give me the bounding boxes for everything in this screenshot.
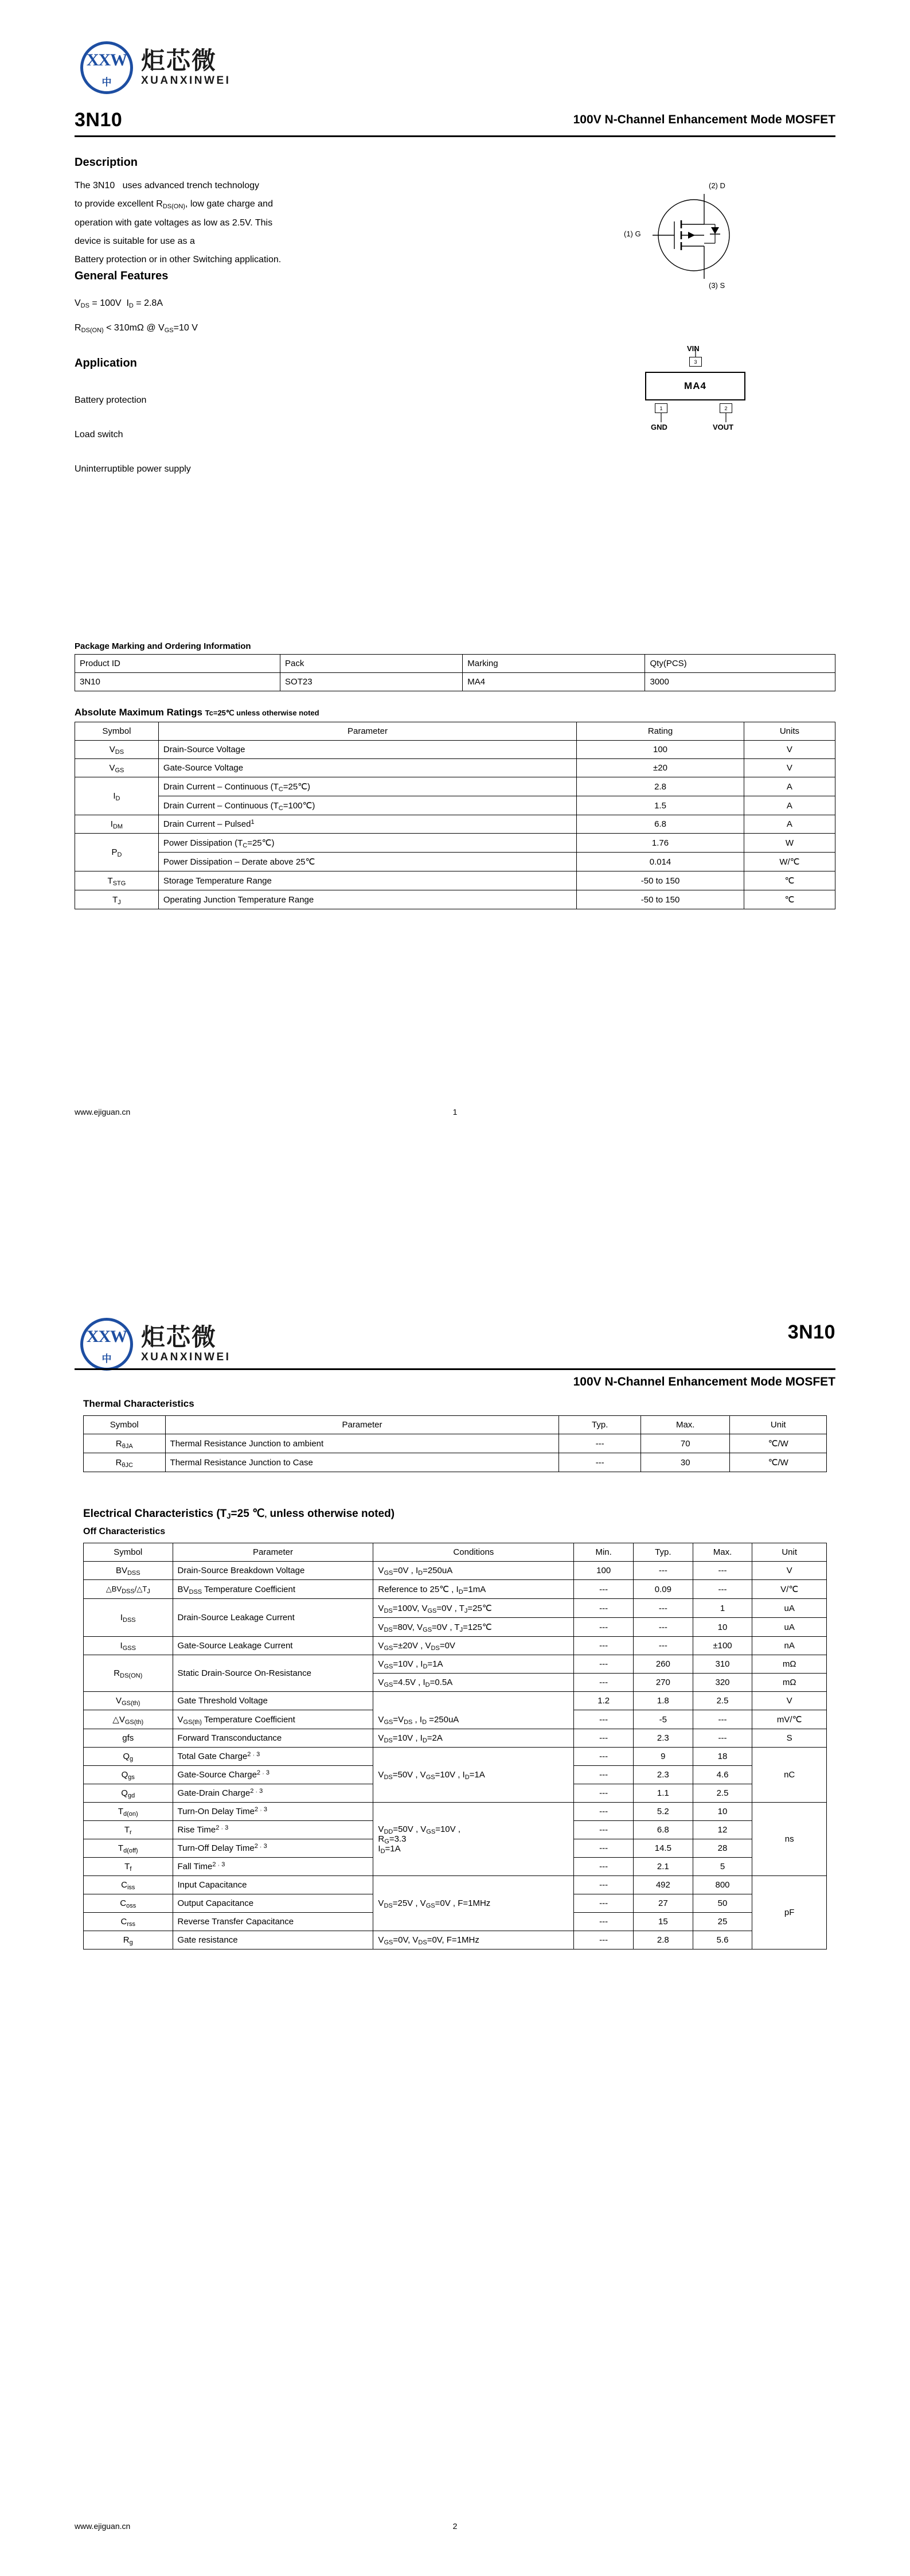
elec-th-3: Min. [574,1543,634,1562]
amr-param: Storage Temperature Range [158,871,576,890]
logo-mark-text: XXW [86,1327,127,1346]
amr-unit: W/℃ [744,853,835,871]
elec-cond: $V_{GS}=4.5V$ , $I_D=0.5A$ [373,1674,574,1692]
marking-td-0: 3N10 [75,673,280,691]
elec-param: Rise Time$^{2 ˒ 3}$ [173,1821,373,1839]
logo-mark-sub: 中 [101,77,112,88]
elec-cond: $V_{GS}=V_{DS}$ , $I_D =250uA$ [373,1692,574,1729]
table-row [84,1876,827,1894]
thermal-typ: --- [559,1434,641,1453]
absolute-maximum-ratings-table [75,722,835,909]
logo-circle-icon [80,1318,133,1371]
application-line-2: Uninterruptible power supply [75,464,191,474]
page1-header-subtitle: 100V N-Channel Enhancement Mode MOSFET [573,113,835,126]
thermal-characteristics-table [83,1415,827,1472]
elec-typ: 9 [634,1748,693,1766]
elec-max: 25 [693,1913,752,1931]
elec-header-row [84,1543,827,1562]
symbol-gate-label: (1) G [624,229,641,238]
amr-rating: 100 [577,741,744,759]
table-row [75,871,835,890]
page2-header-rule [75,1368,835,1370]
amr-param: Operating Junction Temperature Range [158,890,576,909]
amr-symbol: $T_{STG}$ [75,871,159,890]
table-row [84,1655,827,1674]
elec-min: --- [574,1821,634,1839]
amr-unit: W [744,834,835,853]
elec-param: Output Capacitance [173,1894,373,1913]
elec-unit: mΩ [752,1674,827,1692]
elec-param: Gate-Source Leakage Current [173,1637,373,1655]
table-row [75,759,835,777]
elec-typ: 492 [634,1876,693,1894]
thermal-th-0: Symbol [84,1416,166,1434]
elec-symbol: $R_g$ [84,1931,173,1949]
marking-th-2: Marking [463,655,645,673]
thermal-symbol: $R_{\theta JA}$ [84,1434,166,1453]
description-line-0: The 3N10 uses advanced trench technology [75,181,259,190]
footer-website: www.ejiguan.cn [75,1107,131,1116]
elec-symbol: $\triangle BV_{DSS}/\triangle T_J$ [84,1580,173,1599]
elec-unit: S [752,1729,827,1748]
elec-symbol: $Q_{gs}$ [84,1766,173,1784]
application-line-0: Battery protection [75,395,147,405]
elec-typ: --- [634,1562,693,1580]
symbol-source-label: (3) S [709,281,725,290]
elec-symbol: $T_{d(off)}$ [84,1839,173,1858]
elec-cond: $V_{GS}=\pm 20V$ , $V_{DS}=0V$ [373,1637,574,1655]
elec-min: --- [574,1674,634,1692]
marking-th-1: Pack [280,655,463,673]
amr-unit: ℃ [744,890,835,909]
thermal-th-1: Parameter [165,1416,559,1434]
logo-mark-text: XXW [86,50,127,69]
electrical-table-wrap [83,1543,827,1949]
package-body-marking: MA4 [645,372,745,400]
amr-rating: 0.014 [577,853,744,871]
elec-min: --- [574,1580,634,1599]
elec-symbol: $C_{iss}$ [84,1876,173,1894]
elec-max: --- [693,1562,752,1580]
electrical-characteristics-table [83,1543,827,1949]
elec-param: Total Gate Charge$^{2 ˒ 3}$ [173,1748,373,1766]
off-characteristics-caption: Off Characteristics [83,1527,166,1536]
thermal-table-wrap [83,1415,827,1472]
elec-symbol: $\triangle V_{GS(th)}$ [84,1710,173,1729]
elec-typ: 27 [634,1894,693,1913]
elec-min: --- [574,1876,634,1894]
elec-param: Gate resistance [173,1931,373,1949]
amr-param: Gate-Source Voltage [158,759,576,777]
elec-cond: $V_{DS}=80V$, $V_{GS}=0V$ , $T_J=125℃$ [373,1618,574,1637]
elec-max: 50 [693,1894,752,1913]
application-line-1: Load switch [75,430,123,439]
elec-min: --- [574,1599,634,1618]
elec-max: 4.6 [693,1766,752,1784]
elec-min: --- [574,1913,634,1931]
amr-rating: ±20 [577,759,744,777]
elec-unit: pF [752,1876,827,1949]
amr-param: Drain Current – Continuous $(T_C=100℃)$ [158,796,576,815]
amr-header-row [75,722,835,741]
table-row [75,890,835,909]
elec-max: --- [693,1580,752,1599]
package-pin-3: 3 [689,357,702,367]
company-name-en: XUANXINWEI [141,75,231,87]
elec-param: Drain-Source Breakdown Voltage [173,1562,373,1580]
elec-max: 2.5 [693,1784,752,1803]
elec-max: 310 [693,1655,752,1674]
elec-symbol: $BV_{DSS}$ [84,1562,173,1580]
elec-param: Drain-Source Leakage Current [173,1599,373,1637]
marking-td-2: MA4 [463,673,645,691]
footer-page-number: 2 [452,2521,458,2531]
elec-max: 12 [693,1821,752,1839]
elec-max: 1 [693,1599,752,1618]
amr-param: Power Dissipation $(T_C=25℃)$ [158,834,576,853]
amr-symbol: $P_D$ [75,834,159,871]
amr-th-3: Units [744,722,835,741]
thermal-param: Thermal Resistance Junction to Case [165,1453,559,1472]
elec-min: --- [574,1839,634,1858]
amr-symbol: $I_{DM}$ [75,815,159,834]
thermal-unit: ℃/W [730,1453,827,1472]
marking-td-1: SOT23 [280,673,463,691]
elec-min: 1.2 [574,1692,634,1710]
elec-symbol: $R_{DS(ON)}$ [84,1655,173,1692]
elec-min: --- [574,1894,634,1913]
table-row [75,834,835,853]
amr-param: Drain-Source Voltage [158,741,576,759]
table-row [84,1692,827,1710]
elec-unit: uA [752,1618,827,1637]
thermal-max: 30 [640,1453,730,1472]
thermal-caption: Thermal Characteristics [83,1398,194,1409]
elec-min: 100 [574,1562,634,1580]
elec-typ: --- [634,1637,693,1655]
elec-typ: 0.09 [634,1580,693,1599]
elec-th-2: Conditions [373,1543,574,1562]
elec-max: --- [693,1729,752,1748]
amr-th-2: Rating [577,722,744,741]
elec-cond: $V_{DS}=10V$ , $I_D=2A$ [373,1729,574,1748]
table-row [84,1931,827,1949]
elec-unit: V [752,1692,827,1710]
table-row [75,853,835,871]
elec-symbol: $T_r$ [84,1821,173,1839]
amr-param: Drain Current – Continuous $(T_C=25℃)$ [158,777,576,796]
elec-typ: 2.3 [634,1766,693,1784]
page1-header-rule [75,135,835,137]
amr-symbol: $V_{GS}$ [75,759,159,777]
table-row [84,1580,827,1599]
amr-caption [75,707,319,718]
elec-symbol: $Q_{gd}$ [84,1784,173,1803]
amr-caption-note: Tc=25℃ unless otherwise noted [205,709,319,717]
elec-param: Forward Transconductance [173,1729,373,1748]
table-row [84,1803,827,1821]
elec-cond: Reference to 25℃ , $I_D=1mA$ [373,1580,574,1599]
thermal-param: Thermal Resistance Junction to ambient [165,1434,559,1453]
table-row [84,1748,827,1766]
table-row [84,1599,827,1618]
elec-cond: $V_{GS}=0V$ , $I_D=250uA$ [373,1562,574,1580]
elec-typ: --- [634,1599,693,1618]
elec-unit: V [752,1562,827,1580]
marking-th-3: Qty(PCS) [645,655,835,673]
elec-min: --- [574,1784,634,1803]
elec-max: 10 [693,1618,752,1637]
elec-cond: $V_{DD}=50V$ , $V_{GS}=10V$ , $R_G=3.3$ $I_D=1A$ [373,1803,574,1876]
table-row [75,777,835,796]
company-logo [80,41,231,94]
elec-symbol: $Q_g$ [84,1748,173,1766]
elec-symbol: $I_{GSS}$ [84,1637,173,1655]
elec-max: 2.5 [693,1692,752,1710]
footer-website: www.ejiguan.cn [75,2521,131,2531]
elec-typ: 15 [634,1913,693,1931]
elec-typ: 270 [634,1674,693,1692]
elec-param: $BV_{DSS}$ Temperature Coefficient [173,1580,373,1599]
package-gnd-label: GND [651,423,667,431]
company-name-en: XUANXINWEI [141,1351,231,1364]
elec-param: Gate Threshold Voltage [173,1692,373,1710]
amr-rating: 2.8 [577,777,744,796]
marking-th-0: Product ID [75,655,280,673]
elec-typ: 2.1 [634,1858,693,1876]
elec-max: 18 [693,1748,752,1766]
elec-param: Gate-Drain Charge$^{2 ˒ 3}$ [173,1784,373,1803]
table-row [75,796,835,815]
amr-symbol: $I_D$ [75,777,159,815]
amr-unit: V [744,741,835,759]
elec-typ: 1.8 [634,1692,693,1710]
elec-min: --- [574,1655,634,1674]
elec-symbol: $T_{d(on)}$ [84,1803,173,1821]
elec-cond: $V_{DS}=100V$, $V_{GS}=0V$ , $T_J=25℃$ [373,1599,574,1618]
elec-th-5: Max. [693,1543,752,1562]
elec-th-6: Unit [752,1543,827,1562]
elec-min: --- [574,1637,634,1655]
amr-table-wrap [75,722,835,909]
amr-param: Drain Current – Pulsed$^1$ [158,815,576,834]
amr-unit: V [744,759,835,777]
elec-min: --- [574,1766,634,1784]
elec-cond: $V_{DS}=25V$ , $V_{GS}=0V$ , F=1MHz [373,1876,574,1931]
amr-unit: A [744,796,835,815]
marking-table [75,654,835,691]
table-row [75,741,835,759]
elec-param: Static Drain-Source On-Resistance [173,1655,373,1692]
application-heading: Application [75,357,137,369]
elec-typ: 6.8 [634,1821,693,1839]
thermal-typ: --- [559,1453,641,1472]
elec-min: --- [574,1729,634,1748]
elec-max: --- [693,1710,752,1729]
thermal-th-3: Max. [640,1416,730,1434]
mosfet-symbol-diagram [608,172,780,304]
elec-max: 5.6 [693,1931,752,1949]
package-vout-label: VOUT [713,423,734,431]
table-row [84,1453,827,1472]
elec-min: --- [574,1803,634,1821]
amr-symbol: $T_J$ [75,890,159,909]
elec-max: 28 [693,1839,752,1858]
thermal-header-row [84,1416,827,1434]
elec-unit: mV/℃ [752,1710,827,1729]
company-logo-page2 [80,1318,231,1371]
elec-typ: -5 [634,1710,693,1729]
footer-page-number: 1 [452,1107,458,1116]
elec-typ: 2.3 [634,1729,693,1748]
elec-typ: 14.5 [634,1839,693,1858]
elec-unit: nC [752,1748,827,1803]
elec-th-1: Parameter [173,1543,373,1562]
amr-unit: A [744,815,835,834]
mosfet-symbol-svg [608,172,780,304]
elec-typ: --- [634,1618,693,1637]
amr-rating: 6.8 [577,815,744,834]
elec-unit: V/℃ [752,1580,827,1599]
thermal-max: 70 [640,1434,730,1453]
marking-table-header-row [75,655,835,673]
page1-part-number: 3N10 [75,109,123,131]
amr-th-0: Symbol [75,722,159,741]
elec-param: Turn-Off Delay Time$^{2 ˒ 3}$ [173,1839,373,1858]
features-heading: General Features [75,270,169,282]
table-row [84,1562,827,1580]
elec-cond: $V_{GS}=0V$, $V_{DS}=0V$, F=1MHz [373,1931,574,1949]
package-vin-label: VIN [687,344,700,353]
amr-rating: -50 to 150 [577,890,744,909]
package-pin-1: 1 [655,403,667,413]
elec-min: --- [574,1618,634,1637]
page-2 [0,1288,910,2576]
marking-td-3: 3000 [645,673,835,691]
elec-min: --- [574,1858,634,1876]
elec-max: ±100 [693,1637,752,1655]
elec-symbol: gfs [84,1729,173,1748]
elec-unit: uA [752,1599,827,1618]
description-heading: Description [75,156,138,169]
amr-unit: A [744,777,835,796]
elec-th-4: Typ. [634,1543,693,1562]
amr-rating: 1.76 [577,834,744,853]
company-name-cn: 炬芯微 [141,46,217,74]
amr-unit: ℃ [744,871,835,890]
logo-mark-sub: 中 [101,1353,112,1364]
symbol-drain-label: (2) D [709,181,725,190]
amr-rating: 1.5 [577,796,744,815]
elec-unit: ns [752,1803,827,1876]
elec-param: Reverse Transfer Capacitance [173,1913,373,1931]
elec-max: 800 [693,1876,752,1894]
elec-param: Gate-Source Charge$^{2 ˒ 3}$ [173,1766,373,1784]
thermal-th-2: Typ. [559,1416,641,1434]
amr-param: Power Dissipation – Derate above 25℃ [158,853,576,871]
elec-max: 320 [693,1674,752,1692]
table-row [75,673,835,691]
table-row [84,1729,827,1748]
elec-symbol: $T_f$ [84,1858,173,1876]
elec-param: Turn-On Delay Time$^{2 ˒ 3}$ [173,1803,373,1821]
elec-symbol: $C_{oss}$ [84,1894,173,1913]
elec-symbol: $V_{GS(th)}$ [84,1692,173,1710]
amr-symbol: $V_{DS}$ [75,741,159,759]
elec-param: $V_{GS(th)}$ Temperature Coefficient [173,1710,373,1729]
elec-max: 10 [693,1803,752,1821]
features-line-0: $V_{DS} = 100V$ $I_D = 2.8A$ [75,298,163,309]
package-pin-2: 2 [720,403,732,413]
amr-th-1: Parameter [158,722,576,741]
elec-typ: 260 [634,1655,693,1674]
elec-cond: $V_{DS}=50V$ , $V_{GS}=10V$ , $I_D=1A$ [373,1748,574,1803]
electrical-caption: Electrical Characteristics ($T_J=25$ ℃, unless otherwise noted) [83,1508,395,1520]
marking-table-caption: Package Marking and Ordering Information [75,641,251,651]
description-body [75,177,430,269]
features-line-1: $R_{DS(ON)} < 310m\Omega$ @ $V_{GS}=10$ V [75,323,198,334]
elec-min: --- [574,1748,634,1766]
description-line-2: operation with gate voltages as low as 2.5V. This [75,218,273,228]
description-line-4: Battery protection or in other Switching application. [75,255,282,264]
amr-caption-main: Absolute Maximum Ratings [75,707,202,718]
page2-part-number: 3N10 [787,1321,835,1343]
elec-max: 5 [693,1858,752,1876]
elec-param: Fall Time$^{2 ˒ 3}$ [173,1858,373,1876]
elec-unit: mΩ [752,1655,827,1674]
company-name-cn: 炬芯微 [141,1323,217,1351]
elec-symbol: $C_{rss}$ [84,1913,173,1931]
description-line-1: to provide excellent $R_{DS(ON)}$, low gate charge and [75,199,273,210]
amr-rating: -50 to 150 [577,871,744,890]
table-row [84,1637,827,1655]
elec-cond: $V_{GS}=10V$ , $I_D=1A$ [373,1655,574,1674]
logo-circle-icon [80,41,133,94]
table-row [75,815,835,834]
elec-th-0: Symbol [84,1543,173,1562]
page2-header-subtitle: 100V N-Channel Enhancement Mode MOSFET [573,1375,835,1388]
elec-unit: nA [752,1637,827,1655]
elec-typ: 2.8 [634,1931,693,1949]
thermal-unit: ℃/W [730,1434,827,1453]
features-body [75,291,430,341]
application-body [75,383,430,487]
elec-typ: 5.2 [634,1803,693,1821]
package-diagram [628,344,771,459]
elec-min: --- [574,1931,634,1949]
elec-min: --- [574,1710,634,1729]
elec-typ: 1.1 [634,1784,693,1803]
description-line-3: device is suitable for use as a [75,236,195,246]
thermal-symbol: $R_{\theta JC}$ [84,1453,166,1472]
elec-param: Input Capacitance [173,1876,373,1894]
elec-symbol: $I_{DSS}$ [84,1599,173,1637]
thermal-th-4: Unit [730,1416,827,1434]
marking-table-wrap [75,654,835,691]
table-row [84,1434,827,1453]
